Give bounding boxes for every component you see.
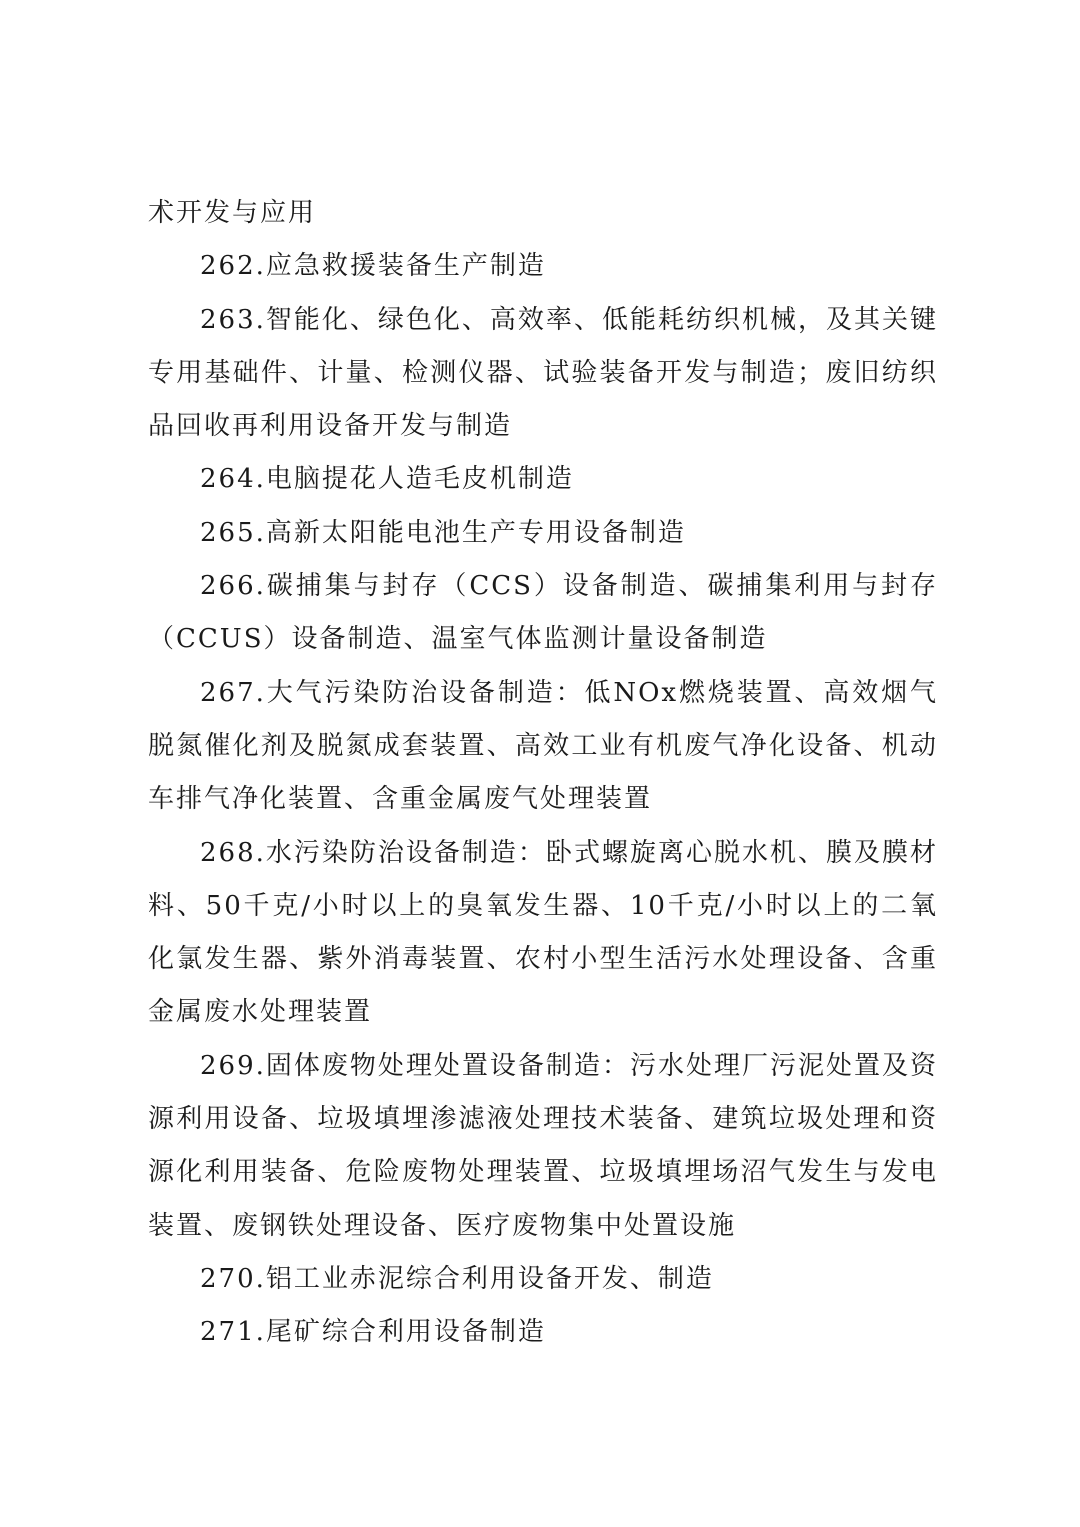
paragraph-continuation: 术开发与应用	[148, 198, 317, 228]
item-271: 271.尾矿综合利用设备制造	[200, 1317, 546, 1348]
item-263: 263.智能化、绿色化、高效率、低能耗纺织机械，及其关键专用基础件、计量、检测仪器、试验装备开发与制造；废旧纺织品回收再利用设备开发与制造	[148, 304, 938, 442]
item-269: 269.固体废物处理处置设备制造：污水处理厂污泥处置及资源利用设备、垃圾填埋渗滤液处理技术装备、建筑垃圾处理和资源化利用装备、危险废物处理装置、垃圾填埋场沼气发生与发电装置、废钢铁处理设备、医疗废物集中处置设施	[148, 1050, 938, 1241]
item-264: 264.电脑提花人造毛皮机制造	[200, 464, 574, 495]
document-page	[148, 187, 938, 1360]
item-266: 266.碳捕集与封存（CCS）设备制造、碳捕集利用与封存（CCUS）设备制造、温室气体监测计量设备制造	[148, 571, 938, 655]
item-270: 270.铝工业赤泥综合利用设备开发、制造	[200, 1263, 714, 1294]
item-262: 262.应急救援装备生产制造	[200, 251, 546, 282]
item-265: 265.高新太阳能电池生产专用设备制造	[200, 517, 686, 548]
item-267: 267.大气污染防治设备制造：低NOx燃烧装置、高效烟气脱氮催化剂及脱氮成套装置、高效工业有机废气净化设备、机动车排气净化装置、含重金属废气处理装置	[148, 677, 938, 815]
item-268: 268.水污染防治设备制造：卧式螺旋离心脱水机、膜及膜材料、50千克/小时以上的臭氧发生器、10千克/小时以上的二氧化氯发生器、紫外消毒装置、农村小型生活污水处理设备、含重金属废水处理装置	[148, 837, 938, 1028]
